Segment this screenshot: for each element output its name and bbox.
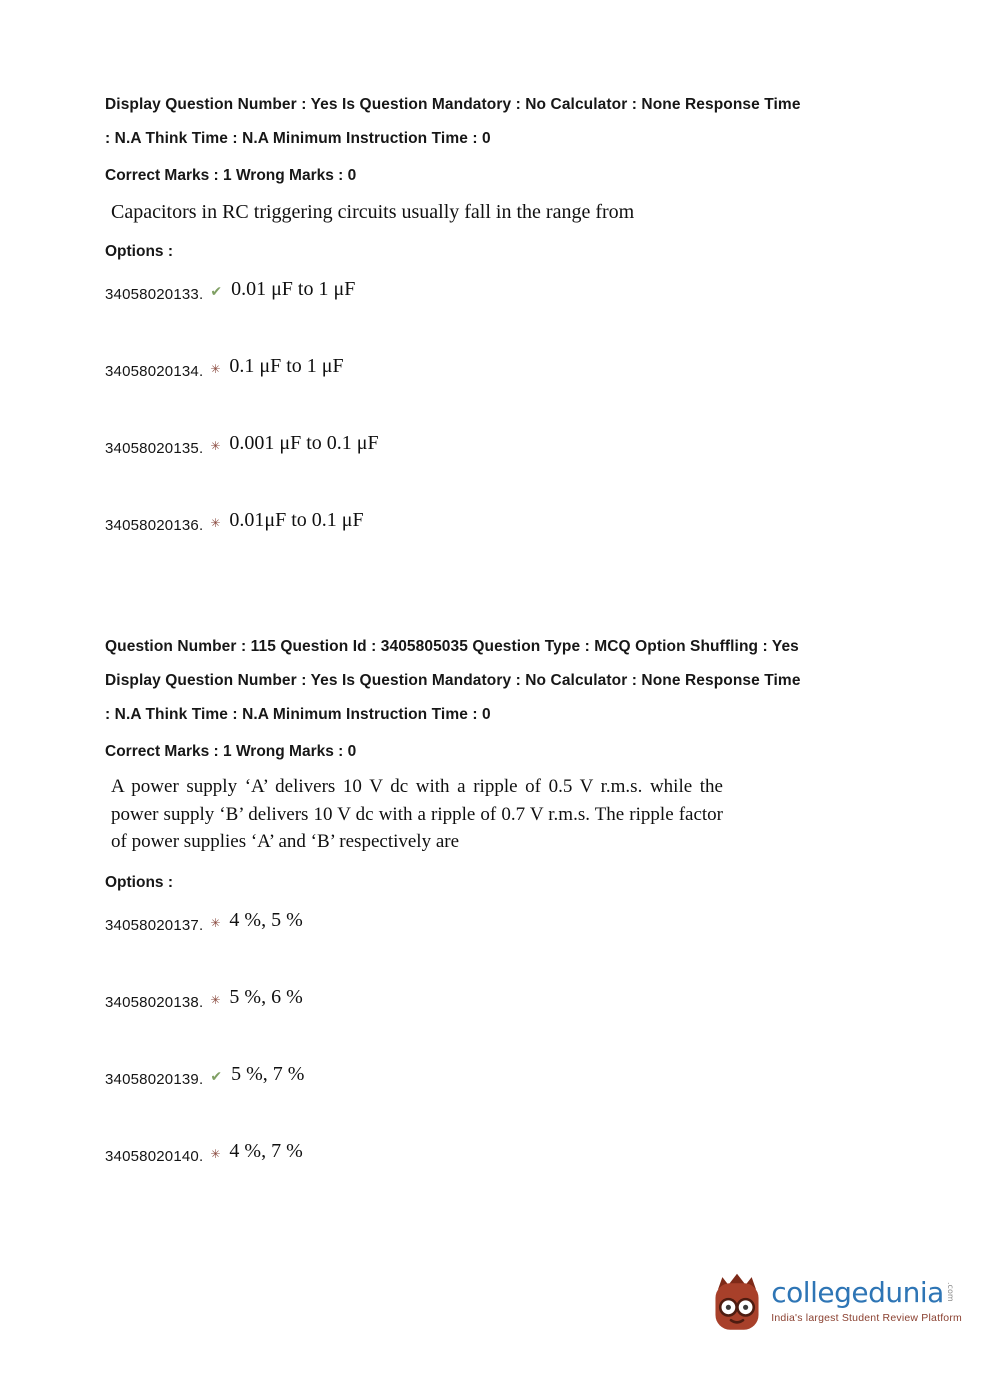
wrong-mark-icon: ✳ (210, 362, 221, 376)
option-id: 34058020138. (105, 993, 204, 1011)
collegedunia-logo (711, 1272, 962, 1339)
wrong-mark-icon: ✳ (210, 915, 221, 930)
option-text: 4 %, 7 % (229, 1139, 303, 1162)
wrong-mark-icon: ✳ (210, 992, 221, 1007)
option-row (105, 432, 917, 463)
option-id: 34058020134. (105, 363, 204, 380)
option-text: 5 %, 6 % (229, 985, 303, 1008)
option-id: 34058020136. (105, 517, 204, 534)
question-meta-line: : N.A Think Time : N.A Minimum Instruction Time : 0 (105, 706, 491, 723)
option-text: 0.1 μF to 1 μF (229, 355, 344, 377)
options-label: Options : (105, 243, 174, 260)
option-text: 4 %, 5 % (229, 908, 303, 931)
brand-tagline: India's largest Student Review Platform (771, 1312, 962, 1324)
marks-line: Correct Marks : 1 Wrong Marks : 0 (105, 167, 357, 184)
question-block-2 (105, 630, 917, 1171)
option-row (105, 1062, 917, 1094)
question-header-line: Question Number : 115 Question Id : 3405805035 Question Type : MCQ Option Shuffling : Yes (105, 638, 799, 655)
option-id: 34058020137. (105, 916, 204, 934)
wrong-mark-icon: ✳ (210, 1146, 221, 1161)
brand-name: collegedunia (771, 1276, 944, 1309)
mascot-icon (711, 1272, 763, 1339)
option-text: 0.001 μF to 0.1 μF (229, 432, 379, 454)
option-text: 5 %, 7 % (231, 1062, 305, 1085)
option-id: 34058020140. (105, 1147, 204, 1165)
wrong-mark-icon: ✳ (210, 439, 221, 453)
logo-text-column (771, 1272, 962, 1324)
brand-row (771, 1278, 962, 1308)
option-row (105, 509, 917, 540)
option-id: 34058020139. (105, 1070, 204, 1088)
option-text: 0.01μF to 0.1 μF (229, 509, 364, 531)
question-meta-line: Display Question Number : Yes Is Question Mandatory : No Calculator : None Response Time (105, 672, 801, 689)
option-row (105, 1139, 917, 1171)
marks-line: Correct Marks : 1 Wrong Marks : 0 (105, 743, 357, 760)
option-row (105, 985, 917, 1017)
question-text: Capacitors in RC triggering circuits usually fall in the range from (111, 201, 635, 223)
option-row (105, 908, 917, 940)
correct-mark-icon: ✔ (210, 1068, 223, 1085)
wrong-mark-icon: ✳ (210, 516, 221, 530)
question-meta-line: : N.A Think Time : N.A Minimum Instruction Time : 0 (105, 130, 491, 147)
option-id: 34058020135. (105, 440, 204, 457)
option-id: 34058020133. (105, 286, 204, 303)
option-row (105, 278, 917, 309)
options-label: Options : (105, 873, 174, 891)
option-text: 0.01 μF to 1 μF (231, 278, 356, 300)
question-meta-line: Display Question Number : Yes Is Question Mandatory : No Calculator : None Response Time (105, 96, 801, 113)
correct-mark-icon: ✔ (210, 284, 223, 300)
option-row (105, 355, 917, 386)
question-block-1 (105, 88, 917, 540)
brand-tld: .com (945, 1282, 955, 1302)
question-text: A power supply ‘A’ delivers 10 V dc with a ripple of 0.5 V r.m.s. while the power supply ‘B’ delivers 10 V dc with a ripple of 0.7 V r.m.s. The ripple factor of power supplies ‘A’ and ‘B’ respectively are (111, 776, 723, 852)
